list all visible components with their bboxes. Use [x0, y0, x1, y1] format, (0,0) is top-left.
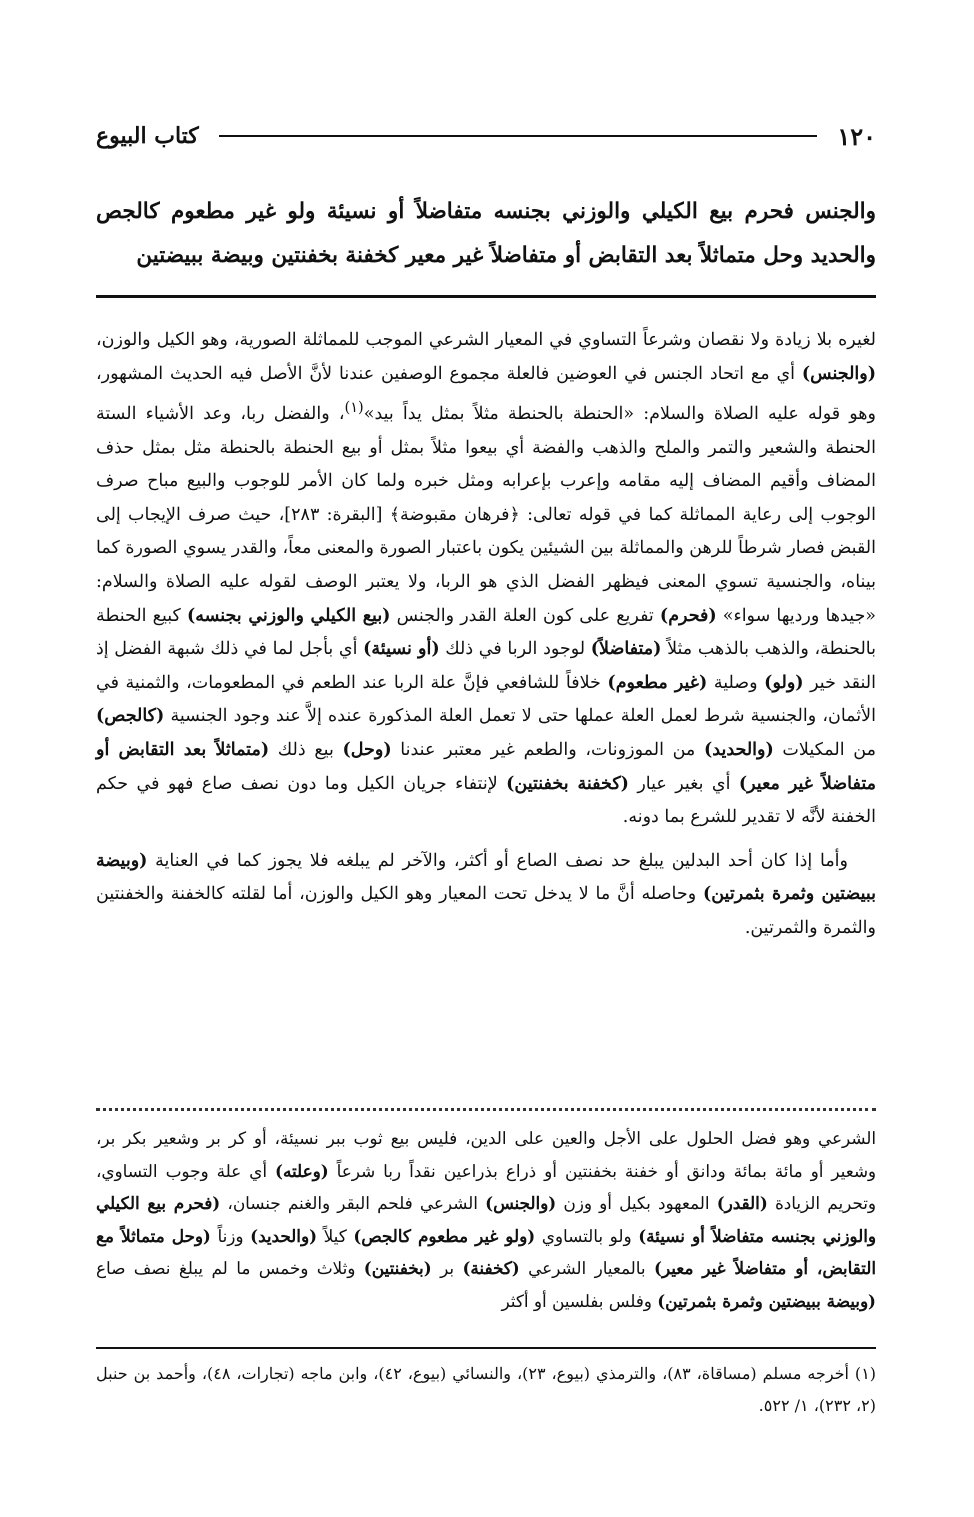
- footnote-separator-rule: [96, 1347, 876, 1349]
- dotted-separator-rule: [96, 1108, 876, 1111]
- page-number: ١٢٠: [837, 121, 876, 151]
- commentary-paragraph-2: وأما إذا كان أحد البدلين يبلغ حد نصف الصاع أو أكثر، والآخر لم يبلغه فلا يجوز كما في العناية (وبيضة ببيضتين وثمرة بثمرتين) وحاصله أنَّ ما لا يدخل تحت المعيار وهو الكيل والوزن، أما لقلته كالخفنة والخفنتين والثمرة والثمرتين.: [96, 850, 876, 938]
- matn-separator-rule: [96, 295, 876, 298]
- main-matn-text: والجنس فحرم بيع الكيلي والوزني بجنسه متفاضلاً أو نسيئة ولو غير مطعوم كالجص والحديد وحل متماثلاً بعد التقابض أو متفاضلاً غير معير كخفنة بخفنتين وبيضة ببيضتين: [96, 199, 876, 268]
- commentary-section: [96, 324, 876, 946]
- commentary-paragraph-1: لغيره بلا زيادة ولا نقصان وشرعاً التساوي في المعيار الشرعي الموجب للمماثلة الصورية، وهو الكيل والوزن، (والجنس) أي مع اتحاد الجنس في العوضين فالعلة مجموع الوصفين عندنا لأنَّ الأصل فيه الحديث المشهور، وهو قوله عليه الصلاة والسلام: «الحنطة بالحنطة مثلاً بمثل يداً بيد»$^{(١)}$، والفضل ربا، وعد الأشياء الستة الحنطة والشعير والتمر والملح والذهب والفضة أي بيعوا مثلاً بمثل أو بيع الحنطة بالحنطة مثل بمثل حذف المضاف وأقيم المضاف إليه مقامه وإعرب بإعرابه ومثل خبره ولما كان الأمر للوجوب والبيع مباح صرف الوجوب إلى رعاية المماثلة كما في قوله تعالى: ﴿فرهان مقبوضة﴾ [البقرة: ٢٨٣]، حيث صرف الإيجاب إلى القبض فصار شرطاً للرهن والمماثلة بين الشيئين يكون باعتبار الصورة والمعنى معاً، والقدر يسوي الصورة كما بيناه، والجنسية تسوي المعنى فيظهر الفضل الذي هو الربا، ولا يعتبر الوصف لقوله عليه الصلاة والسلام: «جيدها ورديها سواء» (فحرم) تفريع على كون العلة القدر والجنس (بيع الكيلي والوزني بجنسه) كبيع الحنطة بالحنطة، والذهب بالذهب مثلاً (متفاضلاً) لوجود الربا في ذلك (أو نسيئة) أي بأجل لما في ذلك شبهة الفضل إذ النقد خير (ولو) وصلية (غير مطعوم) خلافاً للشافعي فإنَّ علة الربا عند الطعم في المطعومات، والثمنية في الأثمان، والجنسية شرط لعمل العلة عملها حتى لا تعمل العلة المذكورة عنده إلاَّ عند وجود الجنسية (كالجص) من المكيلات (والحديد) من الموزونات، والطعم غير معتبر عندنا (وحل) بيع ذلك (متماثلاً بعد التقابض أو متفاضلاً غير معير) أي بغير عيار (كخفنة بخفنتين) لإنتفاء جريان الكيل وما دون نصف صاع فهو في حكم الخفنة لأنَّه لا تقدير للشرع بما دونه.: [96, 330, 877, 828]
- header-rule: [219, 135, 818, 137]
- page-header: [96, 118, 876, 154]
- gloss-section: الشرعي وهو فضل الحلول على الأجل والعين على الدين، فليس بيع ثوب ببر نسيئة، أو كر بر وشعير بكر بر، وشعير أو مائة بمائة ودانق أو خفنة بخفنتين أو ذراع بذراعين نقداً ربا شرعاً (وعلته) أي علة وجوب التساوي، وتحريم الزيادة (القدر) المعهود بكيل أو وزن (والجنس) الشرعي فلحم البقر والغنم جنسان، (فحرم بيع الكيلي والوزني بجنسه متفاضلاً أو نسيئة) ولو بالتساوي (ولو غير مطعوم كالجص) كيلاً (والحديد) وزناً (وحل متماثلاً مع التقابض، أو متفاضلاً غير معير) بالمعيار الشرعي (كخفنة) بر (بخفنتين) وثلاث وخمس ما لم يبلغ نصف صاع (وبيضة ببيضتين وثمرة بثمرتين) وفلس بفلسين أو أكثر: [96, 1128, 877, 1311]
- book-title: كتاب البيوع: [96, 123, 199, 149]
- footnote-ref: (١): [344, 399, 364, 417]
- footnote-1: (١) أخرجه مسلم (مساقاة، ٨٣)، والترمذي (بيوع، ٢٣)، والنسائي (بيوع، ٤٢)، وابن ماجه (تجارات، ٤٨)، وأحمد بن حنبل (٢، ٢٣٢)، ١/ ٥٢٢.: [96, 1364, 877, 1415]
